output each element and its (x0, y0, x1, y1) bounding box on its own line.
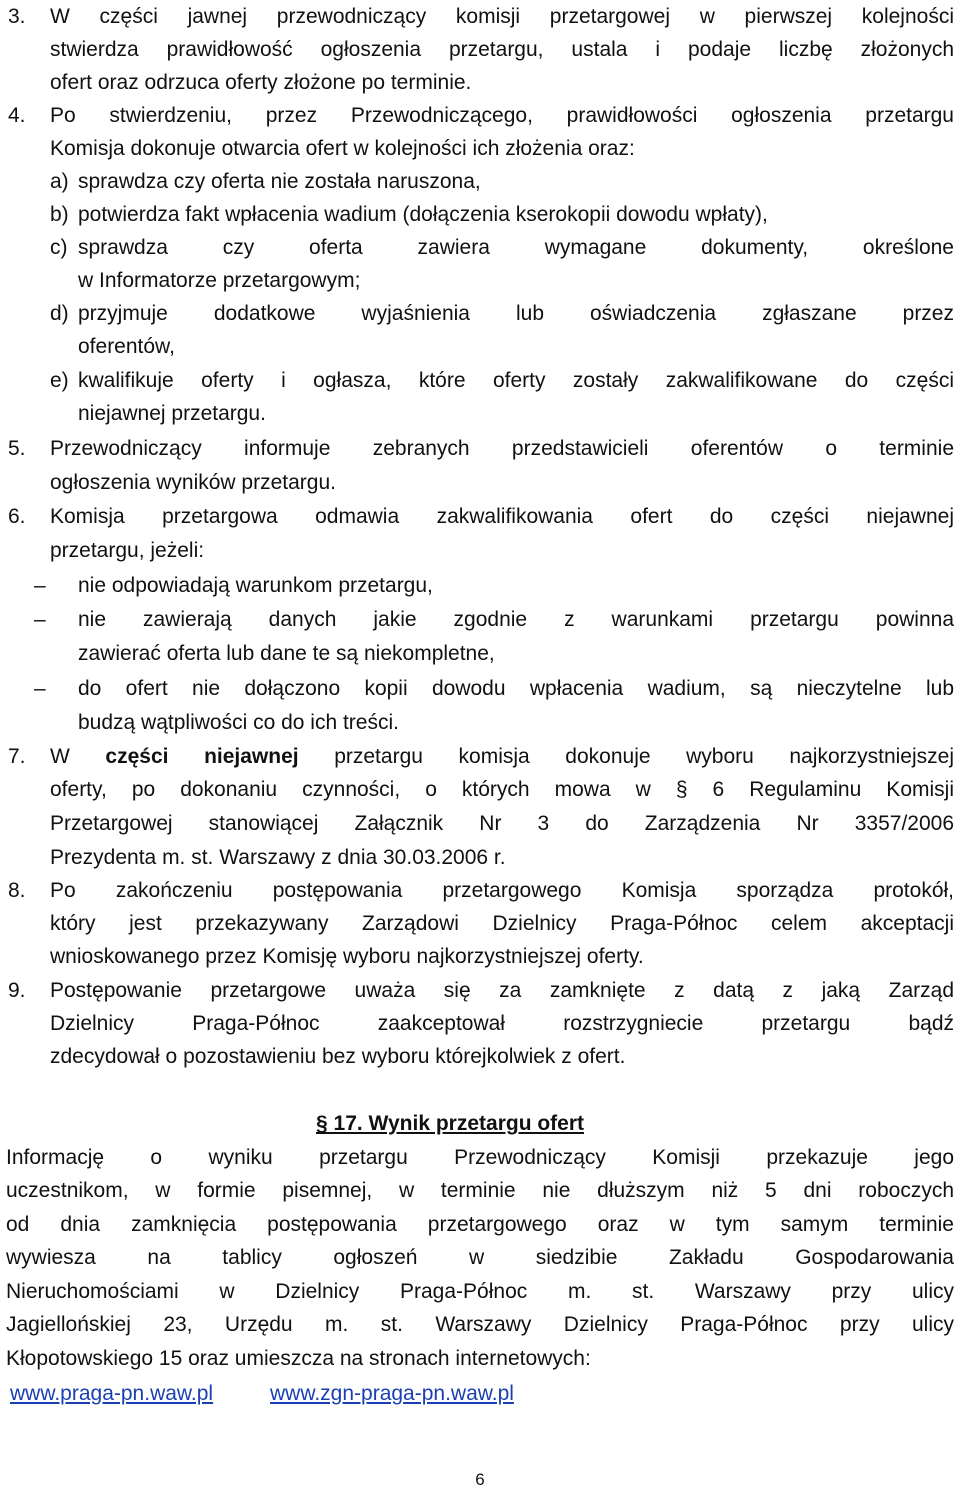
item-number: 8. (8, 879, 26, 902)
item-number: 9. (8, 979, 26, 1002)
item-text-line: Po stwierdzeniu, przez Przewodniczącego, prawidłowości ogłoszenia przetargu (50, 104, 954, 127)
subitem-d-line (0, 330, 960, 363)
subitem-d (0, 297, 960, 330)
item-text-line: ogłoszenia wyników przetargu. (50, 471, 336, 494)
item-number: 4. (8, 104, 26, 127)
bullet-text-line: budzą wątpliwości co do ich treści. (78, 711, 399, 734)
bullet-item-line (0, 706, 960, 739)
item-text-line: Komisja przetargowa odmawia zakwalifikowania ofert do części niejawnej (50, 505, 954, 528)
item-7-line (0, 773, 960, 806)
item-8 (0, 874, 960, 907)
bullet-item-line (0, 637, 960, 670)
section-17-paragraph (0, 1208, 960, 1241)
subitem-text-line: potwierdza fakt wpłacenia wadium (dołączenia kserokopii dowodu wpłaty), (78, 203, 768, 226)
item-3-line (0, 66, 960, 99)
subitem-label: c) (50, 236, 68, 259)
item-4 (0, 99, 960, 132)
item-text-line: wnioskowanego przez Komisję wyboru najkorzystniejszej oferty. (50, 945, 644, 968)
section-17-paragraph (0, 1342, 960, 1375)
bullet-text-line: nie zawierają danych jakie zgodnie z warunkami przetargu powinna (78, 608, 954, 631)
item-text-line: zdecydował o pozostawieniu bez wyboru którejkolwiek z ofert. (50, 1045, 626, 1068)
item-5 (0, 432, 960, 465)
item-number: 7. (8, 745, 26, 768)
item-4-line (0, 132, 960, 165)
item-text-line: Po zakończeniu postępowania przetargowego Komisja sporządza protokół, (50, 879, 954, 902)
paragraph-line: od dnia zamknięcia postępowania przetargowego oraz w tym samym terminie (6, 1213, 954, 1236)
bullet-item (0, 603, 960, 636)
section-17-title: § 17. Wynik przetargu ofert (316, 1112, 585, 1135)
item-6 (0, 500, 960, 533)
paragraph-line: Kłopotowskiego 15 oraz umieszcza na stronach internetowych: (6, 1347, 591, 1370)
item-text-line: stwierdza prawidłowość ogłoszenia przetargu, ustala i podaje liczbę złożonych (50, 38, 954, 61)
subitem-b (0, 198, 960, 231)
item-text-line: Komisja dokonuje otwarcia ofert w kolejności ich złożenia oraz: (50, 137, 635, 160)
section-17-paragraph (0, 1308, 960, 1341)
subitem-text-line: kwalifikuje oferty i ogłasza, które oferty zostały zakwalifikowane do części (78, 369, 954, 392)
item-text-line: który jest przekazywany Zarządowi Dzielnicy Praga-Północ celem akceptacji (50, 912, 954, 935)
item-9-line (0, 1007, 960, 1040)
item-number: 6. (8, 505, 26, 528)
item-text-line: przetargu, jeżeli: (50, 539, 205, 562)
item-9-line (0, 1040, 960, 1073)
subitem-label: e) (50, 369, 69, 392)
link-zgn-praga-pn[interactable]: www.zgn-praga-pn.waw.pl (270, 1382, 514, 1405)
item-number: 3. (8, 5, 26, 28)
subitem-c-line (0, 264, 960, 297)
subitem-e-line (0, 397, 960, 430)
subitem-text-line: przyjmuje dodatkowe wyjaśnienia lub oświadczenia zgłaszane przez (78, 302, 954, 325)
subitem-label: b) (50, 203, 69, 226)
subitem-e (0, 364, 960, 397)
subitem-text-line: oferentów, (78, 335, 175, 358)
bullet-text-line: zawierać oferta lub dane te są niekompletne, (78, 642, 495, 665)
subitem-c (0, 231, 960, 264)
subitem-text-line: sprawdza czy oferta nie została naruszona, (78, 170, 481, 193)
dash-bullet-icon: – (34, 574, 46, 597)
section-17-paragraph (0, 1174, 960, 1207)
paragraph-line: wywiesza na tablicy ogłoszeń w siedzibie Zakładu Gospodarowania (6, 1246, 954, 1269)
item-9 (0, 974, 960, 1007)
bullet-text-line: nie odpowiadają warunkom przetargu, (78, 574, 433, 597)
item-8-line (0, 907, 960, 940)
item-text-line: oferty, po dokonaniu czynności, o których mowa w § 6 Regulaminu Komisji (50, 778, 954, 801)
item-text-line: Przetargowej stanowiącej Załącznik Nr 3 do Zarządzenia Nr 3357/2006 (50, 812, 954, 835)
section-17-paragraph (0, 1275, 960, 1308)
item-7 (0, 740, 960, 773)
dash-bullet-icon: – (34, 608, 46, 631)
item-8-line (0, 940, 960, 973)
paragraph-line: Informację o wyniku przetargu Przewodniczący Komisji przekazuje jego (6, 1146, 954, 1169)
bullet-text-line: do ofert nie dołączono kopii dowodu wpłacenia wadium, są nieczytelne lub (78, 677, 954, 700)
paragraph-line: Jagiellońskiej 23, Urzędu m. st. Warszawy Dzielnicy Praga-Północ przy ulicy (6, 1313, 954, 1336)
dash-bullet-icon: – (34, 677, 46, 700)
subitem-label: d) (50, 302, 69, 325)
subitem-text-line: w Informatorze przetargowym; (78, 269, 361, 292)
item-7-line (0, 841, 960, 874)
item-text-line: Przewodniczący informuje zebranych przedstawicieli oferentów o terminie (50, 437, 954, 460)
item-text-line: W części jawnej przewodniczący komisji przetargowej w pierwszej kolejności (50, 5, 954, 28)
subitem-text-line: niejawnej przetargu. (78, 402, 266, 425)
paragraph-line: uczestnikom, w formie pisemnej, w terminie nie dłuższym niż 5 dni roboczych (6, 1179, 954, 1202)
item-text-line: ofert oraz odrzuca oferty złożone po terminie. (50, 71, 472, 94)
item-3-line (0, 33, 960, 66)
page-number: 6 (475, 1470, 485, 1489)
item-text-line: Dzielnicy Praga-Północ zaakceptował rozstrzygniecie przetargu bądź (50, 1012, 954, 1035)
paragraph-line: Nieruchomościami w Dzielnicy Praga-Północ m. st. Warszawy przy ulicy (6, 1280, 954, 1303)
section-17-paragraph (0, 1141, 960, 1174)
section-17-paragraph (0, 1241, 960, 1274)
bullet-item (0, 569, 960, 602)
item-text-line (50, 740, 954, 773)
bold-phrase: części niejawnej (105, 745, 299, 768)
item-text-line: Postępowanie przetargowe uważa się za zamknięte z datą z jaką Zarząd (50, 979, 954, 1002)
item-text-line: Prezydenta m. st. Warszawy z dnia 30.03.2006 r. (50, 846, 506, 869)
link-praga-pn[interactable]: www.praga-pn.waw.pl (10, 1382, 214, 1405)
section-heading (0, 1107, 960, 1140)
item-7-line (0, 807, 960, 840)
item-text-segment: W (50, 745, 106, 768)
links-line (0, 1377, 960, 1410)
item-number: 5. (8, 437, 26, 460)
item-6-line (0, 534, 960, 567)
item-3 (0, 0, 960, 33)
subitem-text-line: sprawdza czy oferta zawiera wymagane dokumenty, określone (78, 236, 954, 259)
subitem-label: a) (50, 170, 69, 193)
item-5-line (0, 466, 960, 499)
item-text-segment: przetargu komisja dokonuje wyboru najkorzystniejszej (298, 745, 954, 768)
subitem-a (0, 165, 960, 198)
bullet-item (0, 672, 960, 705)
